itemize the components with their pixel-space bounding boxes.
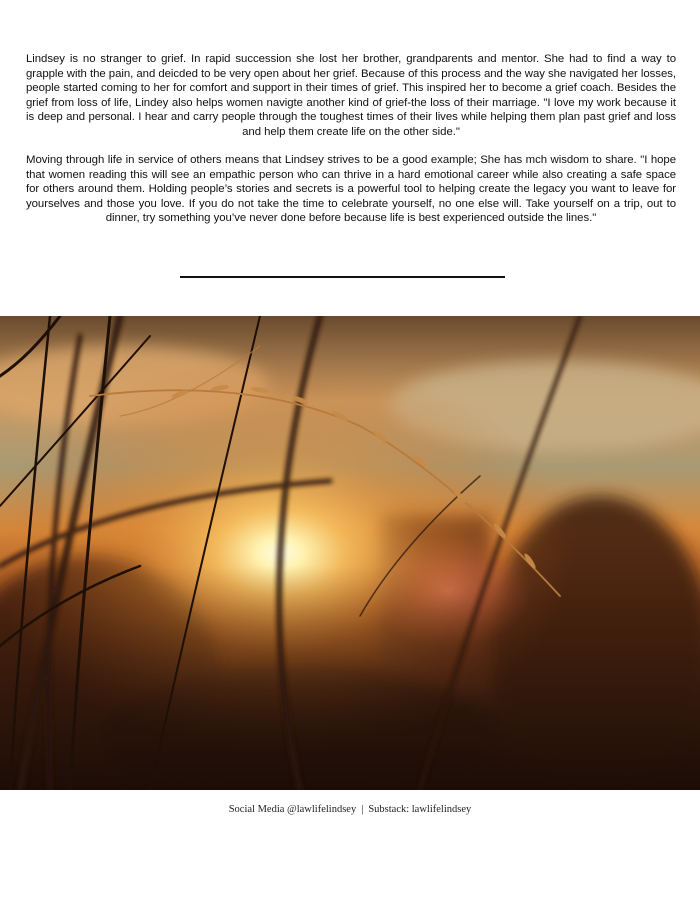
section-divider [180, 276, 505, 278]
footer-separator: | [361, 804, 364, 815]
article-paragraph-1: Lindsey is no stranger to grief. In rapid succession she lost her brother, grandparents and mentor. She had to find a way to grapple with the pain, and deicded to be very open about her grief. Because of this process and the way she navigated her losses, people started coming to her for comfort and support in their times of grief. This inspired her to become a grief coach. Besides the grief from loss of life, Lindey also helps women navigte another kind of grief-the loss of their marriage. "I love my work because it is deep and personal. I hear and carry people through the toughest times of their lives while helping them plan past grief and loss and help them create life on the other side." [26, 53, 676, 138]
article-paragraph-2: Moving through life in service of others means that Lindsey strives to be a good example; She has mch wisdom to share. "I hope that women reading this will see an empathic person who can thrive in a hard emotional career while also creating a safe space for others around them. Holding people’s stories and secrets is a powerful tool to helping create the legacy you want to leave for yourselves and those you love. If you do not take the time to celebrate yourself, no one else will. Take yourself on a trip, out to dinner, try something you’ve never done before because life is best experienced outside the lines." [26, 154, 676, 225]
sunset-grass-photo [0, 316, 700, 790]
sunset-grass-image [0, 316, 700, 790]
footer-credits [0, 804, 700, 815]
social-media-handle: Social Media @lawlifelindsey [228, 804, 357, 815]
substack-handle: Substack: lawlifelindsey [368, 804, 472, 815]
